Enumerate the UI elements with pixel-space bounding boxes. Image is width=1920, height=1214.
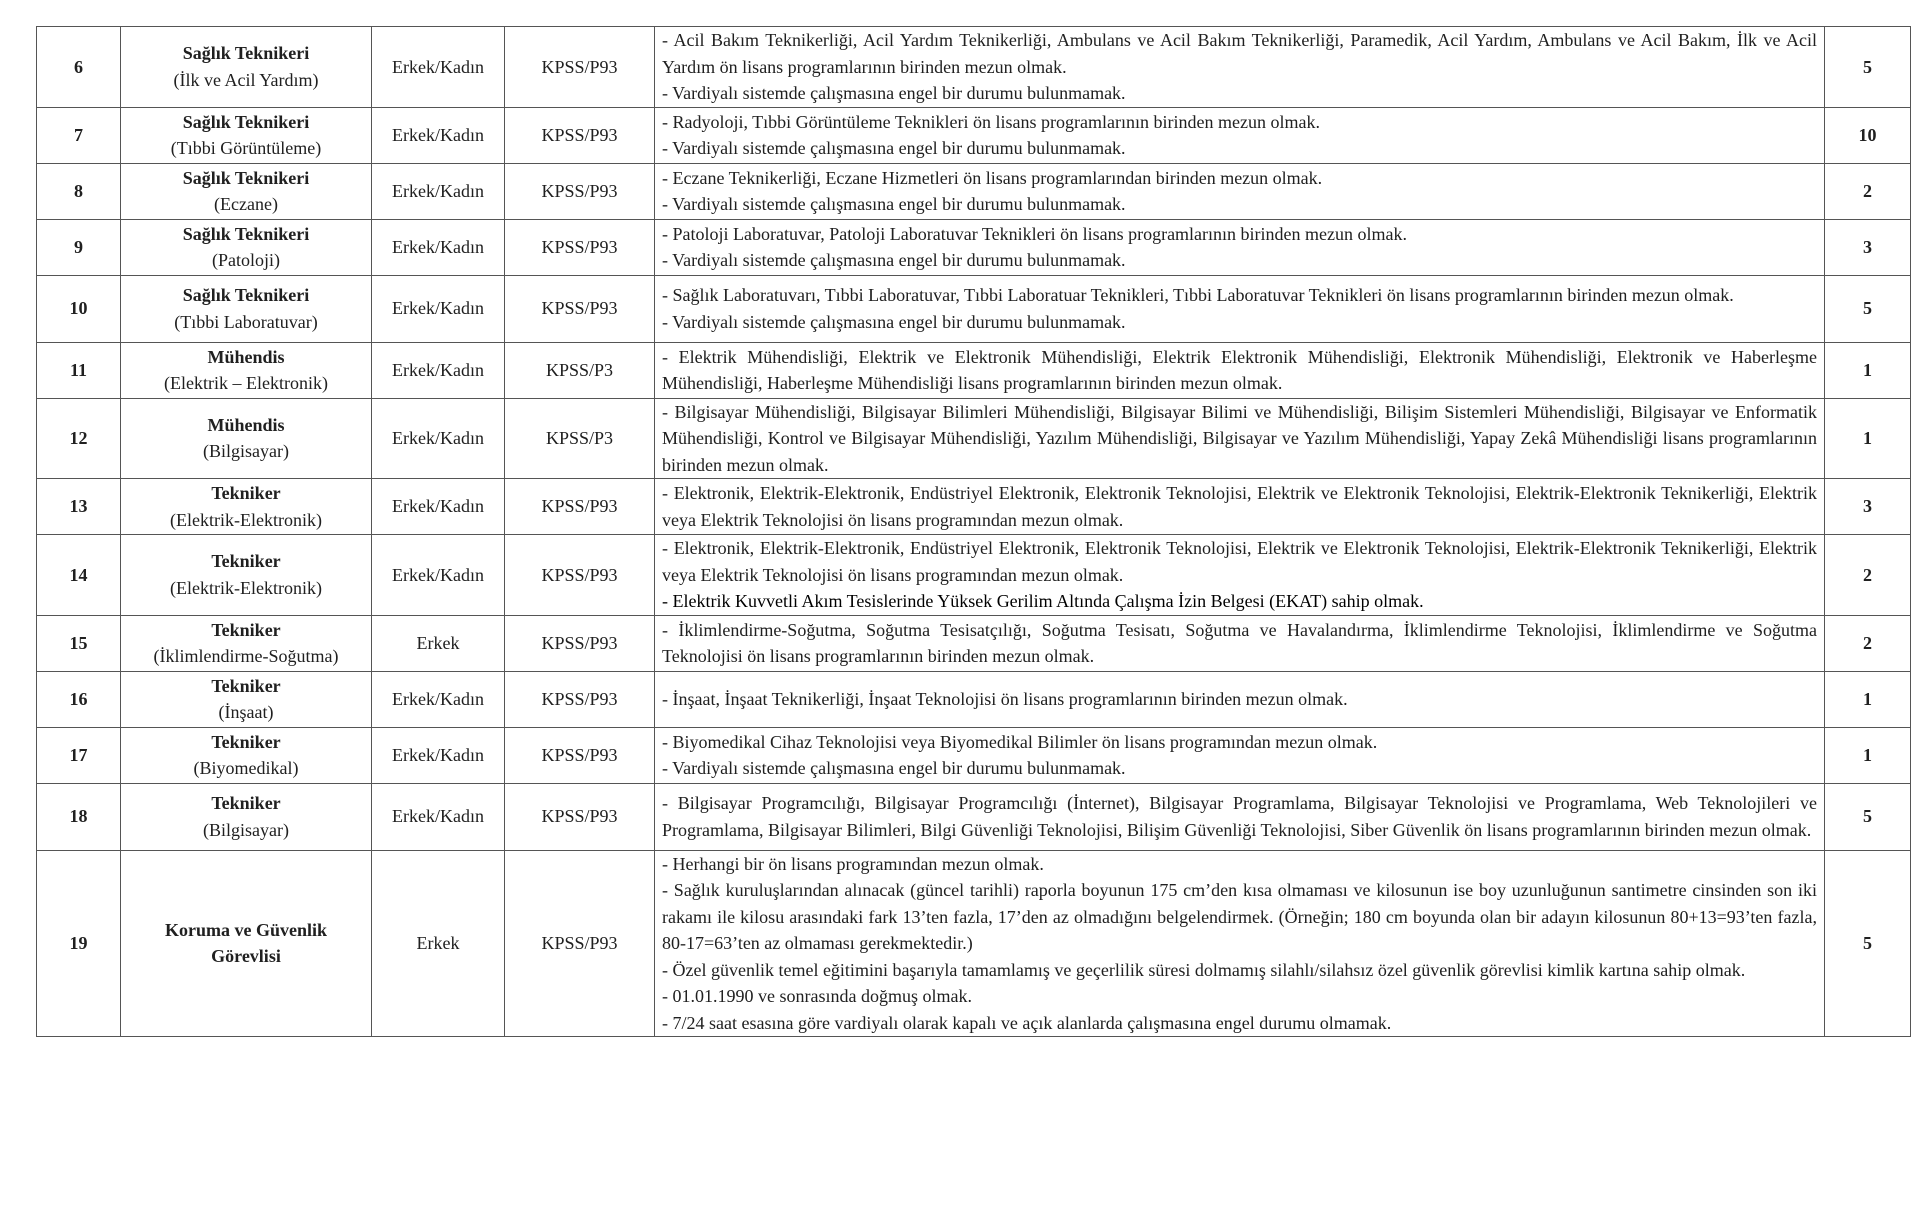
position-subtitle: (Biyomedikal) — [193, 758, 299, 778]
table-row — [37, 107, 1911, 163]
qualification-item: - Sağlık Laboratuvarı, Tıbbi Laboratuvar, Tıbbi Laboratuar Teknikleri, Tıbbi Laboratuvar Teknikleri ön lisans programlarının birinden mezun olmak. — [662, 285, 1734, 305]
qualification-item: - Elektrik Mühendisliği, Elektrik ve Elektronik Mühendisliği, Elektrik Elektronik Mühendisliği, Elektronik Mühendisliği, Elektronik ve Haberleşme Mühendisliği, Haberleşme Mühendisliği lisans programlarının birinden mezun olmak. — [662, 346, 1817, 393]
qualification-item: - Vardiyalı sistemde çalışmasına engel bir durumu bulunmamak. — [662, 758, 1126, 778]
position-title-cell — [121, 219, 372, 275]
position-title-cell — [121, 727, 372, 783]
position-title-cell — [121, 107, 372, 163]
position-count: 2 — [1825, 615, 1911, 671]
position-title-cell — [121, 275, 372, 342]
row-number: 10 — [37, 275, 121, 342]
position-count: 5 — [1825, 275, 1911, 342]
score-type-cell: KPSS/P3 — [505, 342, 655, 398]
qualification-item: - Bilgisayar Programcılığı, Bilgisayar Programcılığı (İnternet), Bilgisayar Programlama, Bilgisayar Teknolojisi ve Programlama, Web Teknolojileri ve Programlama, Bilgisayar Bilimleri, Bilgi Güvenliği Teknolojisi, Bilişim Güvenliği Teknolojisi, Siber Güvenlik ön lisans programlarının birinden mezun olmak. — [662, 793, 1817, 840]
table-row — [37, 27, 1911, 108]
row-number: 17 — [37, 727, 121, 783]
position-title: Tekniker — [211, 793, 281, 813]
row-number: 12 — [37, 398, 121, 479]
gender-cell: Erkek/Kadın — [372, 783, 505, 850]
qualification-item: - Eczane Teknikerliği, Eczane Hizmetleri ön lisans programlarından birinden mezun olmak. — [662, 167, 1323, 188]
qualifications-cell — [655, 398, 1825, 479]
position-subtitle: (Bilgisayar) — [203, 441, 289, 462]
qualification-item: - Vardiyalı sistemde çalışmasına engel bir durumu bulunmamak. — [662, 250, 1126, 270]
qualification-item: - Vardiyalı sistemde çalışmasına engel bir durumu bulunmamak. — [662, 194, 1126, 214]
qualification-item: - 01.01.1990 ve sonrasında doğmuş olmak. — [662, 986, 972, 1006]
table-row — [37, 342, 1911, 398]
qualifications-cell — [655, 535, 1825, 616]
gender-cell: Erkek/Kadın — [372, 27, 505, 108]
gender-cell: Erkek/Kadın — [372, 163, 505, 219]
qualification-item: - Acil Bakım Teknikerliği, Acil Yardım Teknikerliği, Ambulans ve Acil Bakım Teknikerliği, Paramedik, Acil Yardım, Ambulans ve Acil Bakım, İlk ve Acil Yardım ön lisans programlarının birinden mezun olmak. — [662, 30, 1817, 77]
table-row — [37, 163, 1911, 219]
qualification-item: - Herhangi bir ön lisans programından mezun olmak. — [662, 853, 1044, 874]
position-title-cell — [121, 27, 372, 108]
qualification-item: - Elektronik, Elektrik-Elektronik, Endüstriyel Elektronik, Elektronik Teknolojisi, Elektrik ve Elektronik Teknolojisi, Elektrik-Elektronik Teknikerliği, Elektrik veya Elektrik Teknolojisi ön lisans programından mezun olmak. — [662, 483, 1817, 530]
position-count: 5 — [1825, 783, 1911, 850]
qualification-item: - Vardiyalı sistemde çalışmasına engel bir durumu bulunmamak. — [662, 83, 1126, 103]
position-title-cell — [121, 535, 372, 616]
row-number: 19 — [37, 850, 121, 1037]
row-number: 8 — [37, 163, 121, 219]
position-subtitle: (Tıbbi Laboratuvar) — [174, 311, 318, 332]
qualification-item: - Biyomedikal Cihaz Teknolojisi veya Biyomedikal Bilimler ön lisans programından mezun olmak. — [662, 731, 1378, 752]
qualification-item: - Sağlık kuruluşlarından alınacak (güncel tarihli) raporla boyunun 175 cm’den kısa olmaması ve kilosunun ise boy uzunluğunun santimetre cinsinden son iki rakamı ile kilosu arasındaki fark 13’ten fazla, 17’den az olmadığını belgelendirmek. (Örneğin; 180 cm boyunda olan bir adayın kilosunun 80+13=93’ten fazla, 80-17=63’ten az olmaması gerekmektedir.) — [662, 880, 1817, 953]
position-count: 3 — [1825, 479, 1911, 535]
position-title-cell — [121, 671, 372, 727]
position-title: Mühendis — [207, 414, 285, 435]
score-type-cell: KPSS/P93 — [505, 107, 655, 163]
qualifications-cell — [655, 107, 1825, 163]
position-title: Sağlık Teknikeri — [182, 285, 310, 305]
position-title: Sağlık Teknikeri — [182, 111, 310, 132]
gender-cell: Erkek/Kadın — [372, 398, 505, 479]
table-row — [37, 850, 1911, 1037]
gender-cell: Erkek — [372, 850, 505, 1037]
row-number: 16 — [37, 671, 121, 727]
position-count: 10 — [1825, 107, 1911, 163]
row-number: 18 — [37, 783, 121, 850]
qualification-item: - İnşaat, İnşaat Teknikerliği, İnşaat Teknolojisi ön lisans programlarının birinden mezun olmak. — [662, 688, 1348, 709]
position-count: 1 — [1825, 398, 1911, 479]
gender-cell: Erkek — [372, 615, 505, 671]
position-title: Mühendis — [207, 346, 285, 367]
position-subtitle: (Patoloji) — [212, 250, 280, 270]
row-number: 15 — [37, 615, 121, 671]
position-title: Sağlık Teknikeri — [182, 167, 310, 188]
gender-cell: Erkek/Kadın — [372, 479, 505, 535]
row-number: 11 — [37, 342, 121, 398]
score-type-cell: KPSS/P93 — [505, 850, 655, 1037]
score-type-cell: KPSS/P93 — [505, 783, 655, 850]
table-row — [37, 727, 1911, 783]
gender-cell: Erkek/Kadın — [372, 107, 505, 163]
position-count: 3 — [1825, 219, 1911, 275]
table-row — [37, 275, 1911, 342]
position-title: Tekniker — [211, 551, 281, 572]
qualification-item: - İklimlendirme-Soğutma, Soğutma Tesisatçılığı, Soğutma Tesisatı, Soğutma ve Havalandırma, İklimlendirme Teknolojisi, İklimlendirme ve Soğutma Teknolojisi ön lisans programlarının birinden mezun olmak. — [662, 619, 1817, 666]
qualifications-cell — [655, 615, 1825, 671]
position-title-cell — [121, 850, 372, 1037]
score-type-cell: KPSS/P93 — [505, 163, 655, 219]
qualification-item: - Elektronik, Elektrik-Elektronik, Endüstriyel Elektronik, Elektronik Teknolojisi, Elektrik ve Elektronik Teknolojisi, Elektrik-Elektronik Teknikerliği, Elektrik veya Elektrik Teknolojisi ön lisans programından mezun olmak. — [662, 538, 1817, 585]
score-type-cell: KPSS/P93 — [505, 219, 655, 275]
table-row — [37, 783, 1911, 850]
position-count: 5 — [1825, 27, 1911, 108]
table-row — [37, 398, 1911, 479]
qualification-item: - Elektrik Kuvvetli Akım Tesislerinde Yüksek Gerilim Altında Çalışma İzin Belgesi (EKAT) sahip olmak. — [662, 591, 1424, 611]
document-page — [36, 26, 1910, 1037]
row-number: 14 — [37, 535, 121, 616]
table-row — [37, 615, 1911, 671]
qualification-item: - Bilgisayar Mühendisliği, Bilgisayar Bilimleri Mühendisliği, Bilgisayar Bilimi ve Mühendisliği, Bilişim Sistemleri Mühendisliği, Bilgisayar ve Enformatik Mühendisliği, Kontrol ve Bilgisayar Mühendisliği, Yazılım Mühendisliği, Bilgisayar ve Yazılım Mühendisliği, Yapay Zekâ Mühendisliği lisans programlarının birinden mezun olmak. — [662, 401, 1817, 475]
position-title-cell — [121, 163, 372, 219]
position-count: 1 — [1825, 727, 1911, 783]
gender-cell: Erkek/Kadın — [372, 535, 505, 616]
qualifications-cell — [655, 342, 1825, 398]
position-title: Sağlık Teknikeri — [182, 223, 310, 244]
gender-cell: Erkek/Kadın — [372, 275, 505, 342]
position-count: 1 — [1825, 671, 1911, 727]
position-title-cell — [121, 783, 372, 850]
position-count: 5 — [1825, 850, 1911, 1037]
qualification-item: - Vardiyalı sistemde çalışmasına engel bir durumu bulunmamak. — [662, 311, 1126, 332]
position-subtitle: (Tıbbi Görüntüleme) — [170, 138, 322, 158]
qualifications-cell — [655, 671, 1825, 727]
position-subtitle: (İnşaat) — [218, 702, 274, 722]
qualification-item: - Radyoloji, Tıbbi Görüntüleme Teknikleri ön lisans programlarının birinden mezun olmak. — [662, 111, 1320, 132]
score-type-cell: KPSS/P3 — [505, 398, 655, 479]
score-type-cell: KPSS/P93 — [505, 615, 655, 671]
position-title-cell — [121, 342, 372, 398]
position-subtitle: (Bilgisayar) — [203, 819, 289, 840]
table-row — [37, 535, 1911, 616]
qualifications-cell — [655, 727, 1825, 783]
score-type-cell: KPSS/P93 — [505, 535, 655, 616]
position-title: Tekniker — [211, 483, 281, 503]
position-title-cell — [121, 398, 372, 479]
position-title: Tekniker — [211, 619, 281, 640]
position-title: Tekniker — [211, 675, 281, 696]
qualifications-cell — [655, 219, 1825, 275]
qualification-item: - 7/24 saat esasına göre vardiyalı olarak kapalı ve açık alanlarda çalışmasına engel durumu olmamak. — [662, 1012, 1392, 1033]
qualifications-cell — [655, 275, 1825, 342]
row-number: 7 — [37, 107, 121, 163]
position-count: 2 — [1825, 535, 1911, 616]
position-subtitle: (Elektrik-Elektronik) — [170, 577, 322, 598]
row-number: 13 — [37, 479, 121, 535]
qualifications-cell — [655, 163, 1825, 219]
score-type-cell: KPSS/P93 — [505, 275, 655, 342]
positions-table-body — [37, 27, 1911, 1037]
qualifications-cell — [655, 850, 1825, 1037]
position-count: 1 — [1825, 342, 1911, 398]
score-type-cell: KPSS/P93 — [505, 727, 655, 783]
gender-cell: Erkek/Kadın — [372, 671, 505, 727]
score-type-cell: KPSS/P93 — [505, 671, 655, 727]
position-title-cell — [121, 615, 372, 671]
position-subtitle: (İklimlendirme-Soğutma) — [153, 646, 339, 666]
gender-cell: Erkek/Kadın — [372, 342, 505, 398]
position-subtitle: (Eczane) — [214, 194, 278, 214]
position-subtitle: (Elektrik-Elektronik) — [170, 509, 322, 530]
table-row — [37, 671, 1911, 727]
qualification-item: - Özel güvenlik temel eğitimini başarıyla tamamlamış ve geçerlilik süresi dolmamış silahlı/silahsız özel güvenlik görevlisi kimlik kartına sahip olmak. — [662, 959, 1746, 980]
qualifications-cell — [655, 479, 1825, 535]
position-title: Koruma ve Güvenlik Görevlisi — [164, 919, 327, 967]
table-row — [37, 219, 1911, 275]
qualifications-cell — [655, 783, 1825, 850]
gender-cell: Erkek/Kadın — [372, 219, 505, 275]
position-subtitle: (Elektrik – Elektronik) — [164, 373, 328, 393]
score-type-cell: KPSS/P93 — [505, 479, 655, 535]
row-number: 9 — [37, 219, 121, 275]
gender-cell: Erkek/Kadın — [372, 727, 505, 783]
positions-table — [36, 26, 1911, 1037]
position-title-cell — [121, 479, 372, 535]
row-number: 6 — [37, 27, 121, 108]
position-title: Sağlık Teknikeri — [182, 43, 310, 64]
table-row — [37, 479, 1911, 535]
qualification-item: - Patoloji Laboratuvar, Patoloji Laboratuvar Teknikleri ön lisans programlarının birinden mezun olmak. — [662, 223, 1407, 244]
position-count: 2 — [1825, 163, 1911, 219]
score-type-cell: KPSS/P93 — [505, 27, 655, 108]
position-title: Tekniker — [211, 731, 281, 752]
qualifications-cell — [655, 27, 1825, 108]
position-subtitle: (İlk ve Acil Yardım) — [173, 69, 319, 90]
qualification-item: - Vardiyalı sistemde çalışmasına engel bir durumu bulunmamak. — [662, 138, 1126, 158]
